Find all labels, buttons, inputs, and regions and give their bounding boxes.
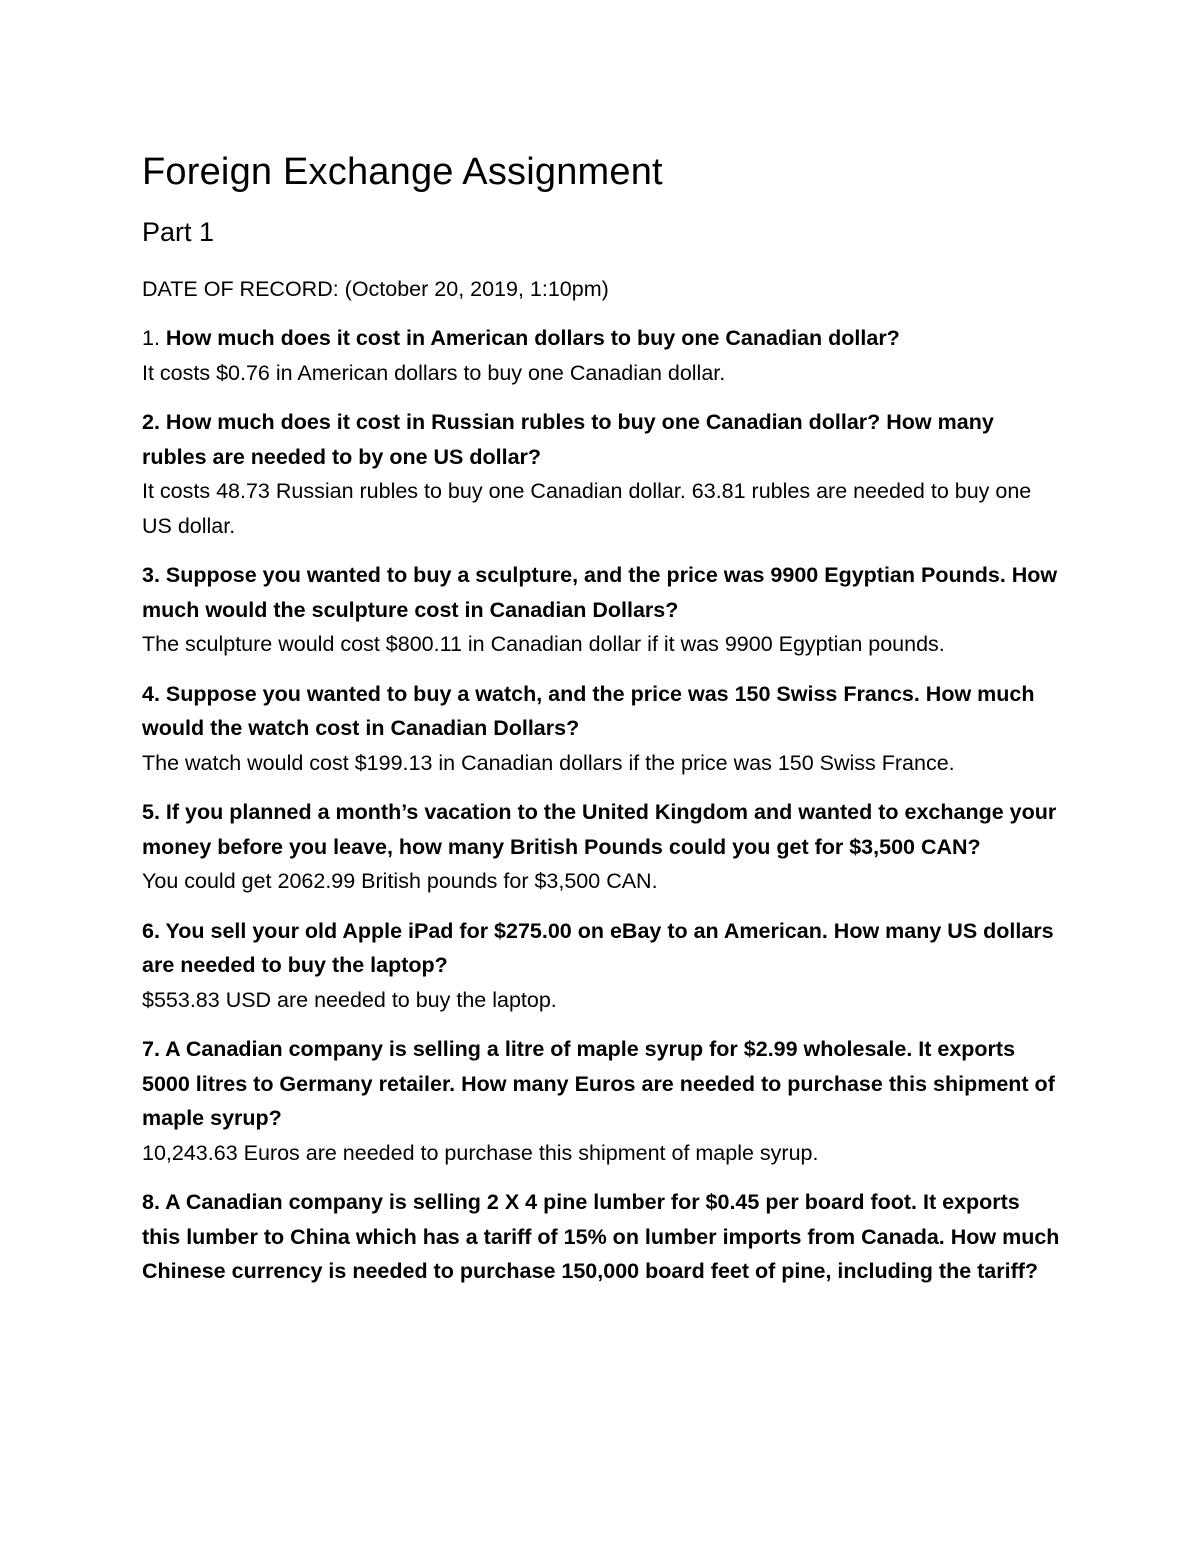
answer-text: $553.83 USD are needed to buy the laptop. [142, 987, 557, 1012]
question-body: A Canadian company is selling 2 X 4 pine lumber for $0.45 per board foot. It exports this lumber to China which has a tariff of 15% on lumber imports from Canada. How much Chinese currency is needed to purchase 150,000 board feet of pine, including the tariff? [142, 1190, 1060, 1283]
document-page [142, 146, 1062, 1304]
document-title: Foreign Exchange Assignment [142, 151, 663, 193]
question-number: 8. [142, 1190, 160, 1214]
question-number: 4. [142, 681, 160, 706]
question-number: 3. [142, 563, 160, 587]
question-item-4 [142, 677, 1062, 781]
question-number: 1. [142, 326, 160, 350]
question-body: How much does it cost in American dollars to buy one Canadian dollar? [165, 326, 900, 350]
question-item-1 [142, 321, 1062, 390]
question-item-7 [142, 1032, 1062, 1170]
answer-text: You could get 2062.99 British pounds for $3,500 CAN. [142, 869, 658, 893]
question-text [142, 321, 1062, 356]
question-text [142, 795, 1062, 864]
question-body: If you planned a month’s vacation to the United Kingdom and wanted to exchange your money before you leave, how many British Pounds could you get for $3,500 CAN? [142, 800, 1057, 859]
date-of-record: DATE OF RECORD: (October 20, 2019, 1:10pm) [142, 277, 609, 301]
question-body: Suppose you wanted to buy a sculpture, and the price was 9900 Egyptian Pounds. How much would the sculpture cost in Canadian Dollars? [142, 563, 1058, 622]
answer-text: It costs 48.73 Russian rubles to buy one Canadian dollar. 63.81 rubles are needed to buy one US dollar. [142, 479, 1032, 538]
question-body: Suppose you wanted to buy a watch, and the price was 150 Swiss Francs. How much would the watch cost in Canadian Dollars? [142, 681, 1035, 740]
question-item-5 [142, 795, 1062, 899]
question-body: How much does it cost in Russian rubles to buy one Canadian dollar? How many rubles are needed to by one US dollar? [142, 410, 994, 469]
question-text [142, 1032, 1062, 1136]
question-text [142, 914, 1062, 983]
question-body: You sell your old Apple iPad for $275.00 on eBay to an American. How many US dollars are needed to buy the laptop? [142, 918, 1054, 977]
answer-text: The sculpture would cost $800.11 in Canadian dollar if it was 9900 Egyptian pounds. [142, 632, 945, 656]
question-text [142, 1185, 1062, 1289]
question-item-2 [142, 405, 1062, 543]
answer-text: 10,243.63 Euros are needed to purchase this shipment of maple syrup. [142, 1140, 819, 1165]
question-number: 6. [142, 918, 160, 943]
question-item-8 [142, 1185, 1062, 1289]
answer-text: It costs $0.76 in American dollars to buy one Canadian dollar. [142, 360, 726, 385]
question-text [142, 677, 1062, 746]
part-heading: Part 1 [142, 217, 215, 247]
question-item-3 [142, 558, 1062, 662]
question-item-6 [142, 914, 1062, 1018]
question-body: A Canadian company is selling a litre of maple syrup for $2.99 wholesale. It exports 5000 litres to Germany retailer. How many Euros are needed to purchase this shipment of maple syrup? [142, 1037, 1055, 1130]
question-number: 7. [142, 1037, 160, 1061]
question-text [142, 558, 1062, 627]
question-number: 2. [142, 410, 160, 434]
answer-text: The watch would cost $199.13 in Canadian dollars if the price was 150 Swiss France. [142, 750, 955, 775]
question-text [142, 405, 1062, 474]
question-number: 5. [142, 800, 160, 824]
